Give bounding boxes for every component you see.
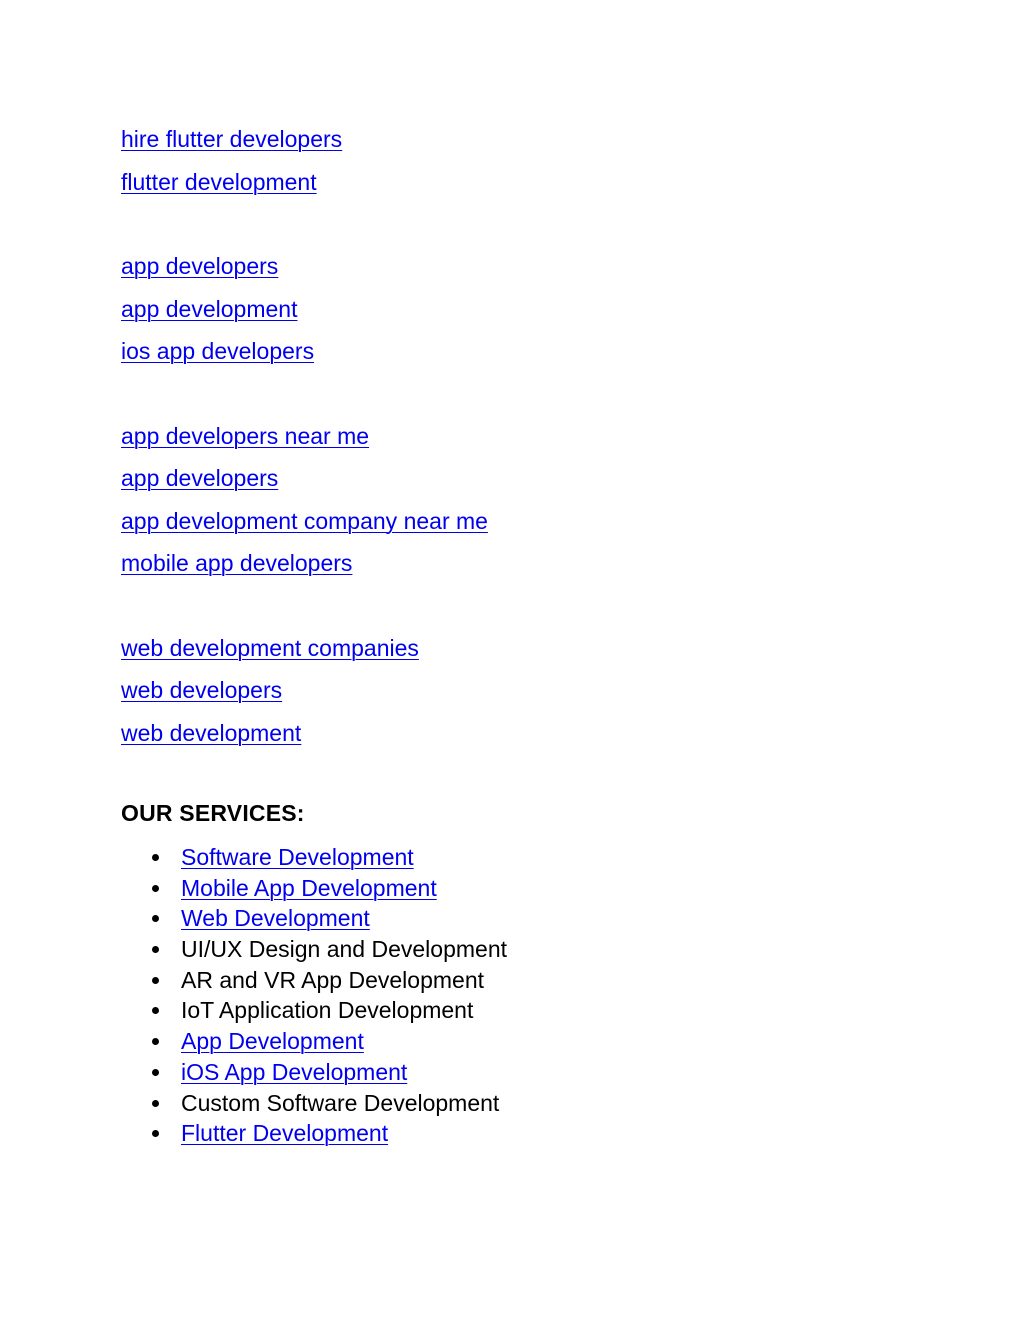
link-app-development-company-near-me[interactable]: app development company near me [121, 507, 488, 534]
list-item [0, 842, 800, 873]
list-item [0, 1057, 800, 1088]
link-group-app [121, 245, 921, 373]
service-link-software-development[interactable]: Software Development [181, 844, 414, 870]
link-web-development-companies[interactable]: web development companies [121, 634, 419, 661]
bullet-icon [152, 854, 159, 861]
list-item [0, 995, 800, 1026]
service-text-custom-software-development: Custom Software Development [181, 1089, 500, 1116]
service-text-iot-application-development: IoT Application Development [181, 997, 474, 1024]
bullet-icon [152, 1130, 159, 1137]
list-item [0, 965, 800, 996]
list-item [0, 1118, 800, 1149]
list-item [0, 1026, 800, 1057]
bullet-icon [152, 946, 159, 953]
service-link-app-development[interactable]: App Development [181, 1028, 364, 1055]
service-link-ios-app-development[interactable]: iOS App Development [181, 1058, 408, 1085]
bullet-icon [152, 1069, 159, 1076]
link-flutter-development[interactable]: flutter development [121, 168, 317, 195]
list-item [0, 903, 800, 934]
list-item [0, 1088, 800, 1119]
link-app-developers-2[interactable]: app developers [121, 465, 279, 491]
bullet-icon [152, 977, 159, 984]
link-group-app-near-me [121, 415, 921, 585]
service-text-ui-ux-design: UI/UX Design and Development [181, 936, 507, 963]
link-ios-app-developers[interactable]: ios app developers [121, 338, 315, 364]
link-group-flutter [121, 118, 921, 203]
bullet-icon [152, 1007, 159, 1014]
bullet-icon [152, 885, 159, 892]
link-mobile-app-developers[interactable]: mobile app developers [121, 550, 353, 576]
link-hire-flutter-developers[interactable]: hire flutter developers [121, 126, 343, 152]
bullet-icon [152, 915, 159, 922]
service-link-mobile-app-development[interactable]: Mobile App Development [181, 874, 437, 901]
bullet-icon [152, 1100, 159, 1107]
link-app-developers-near-me[interactable]: app developers near me [121, 422, 370, 449]
services-heading: OUR SERVICES: [121, 800, 305, 826]
link-app-development[interactable]: app development [121, 295, 298, 322]
bullet-icon [152, 1038, 159, 1045]
service-text-ar-vr-app-development: AR and VR App Development [181, 966, 485, 993]
link-group-web [121, 627, 921, 755]
list-item [0, 873, 800, 904]
link-web-developers[interactable]: web developers [121, 677, 283, 703]
keyword-link-groups [121, 118, 921, 796]
link-app-developers[interactable]: app developers [121, 253, 279, 279]
list-item [0, 934, 800, 965]
service-link-web-development[interactable]: Web Development [181, 905, 370, 932]
link-web-development[interactable]: web development [121, 719, 302, 746]
services-list [0, 842, 800, 1149]
service-link-flutter-development[interactable]: Flutter Development [181, 1120, 389, 1147]
